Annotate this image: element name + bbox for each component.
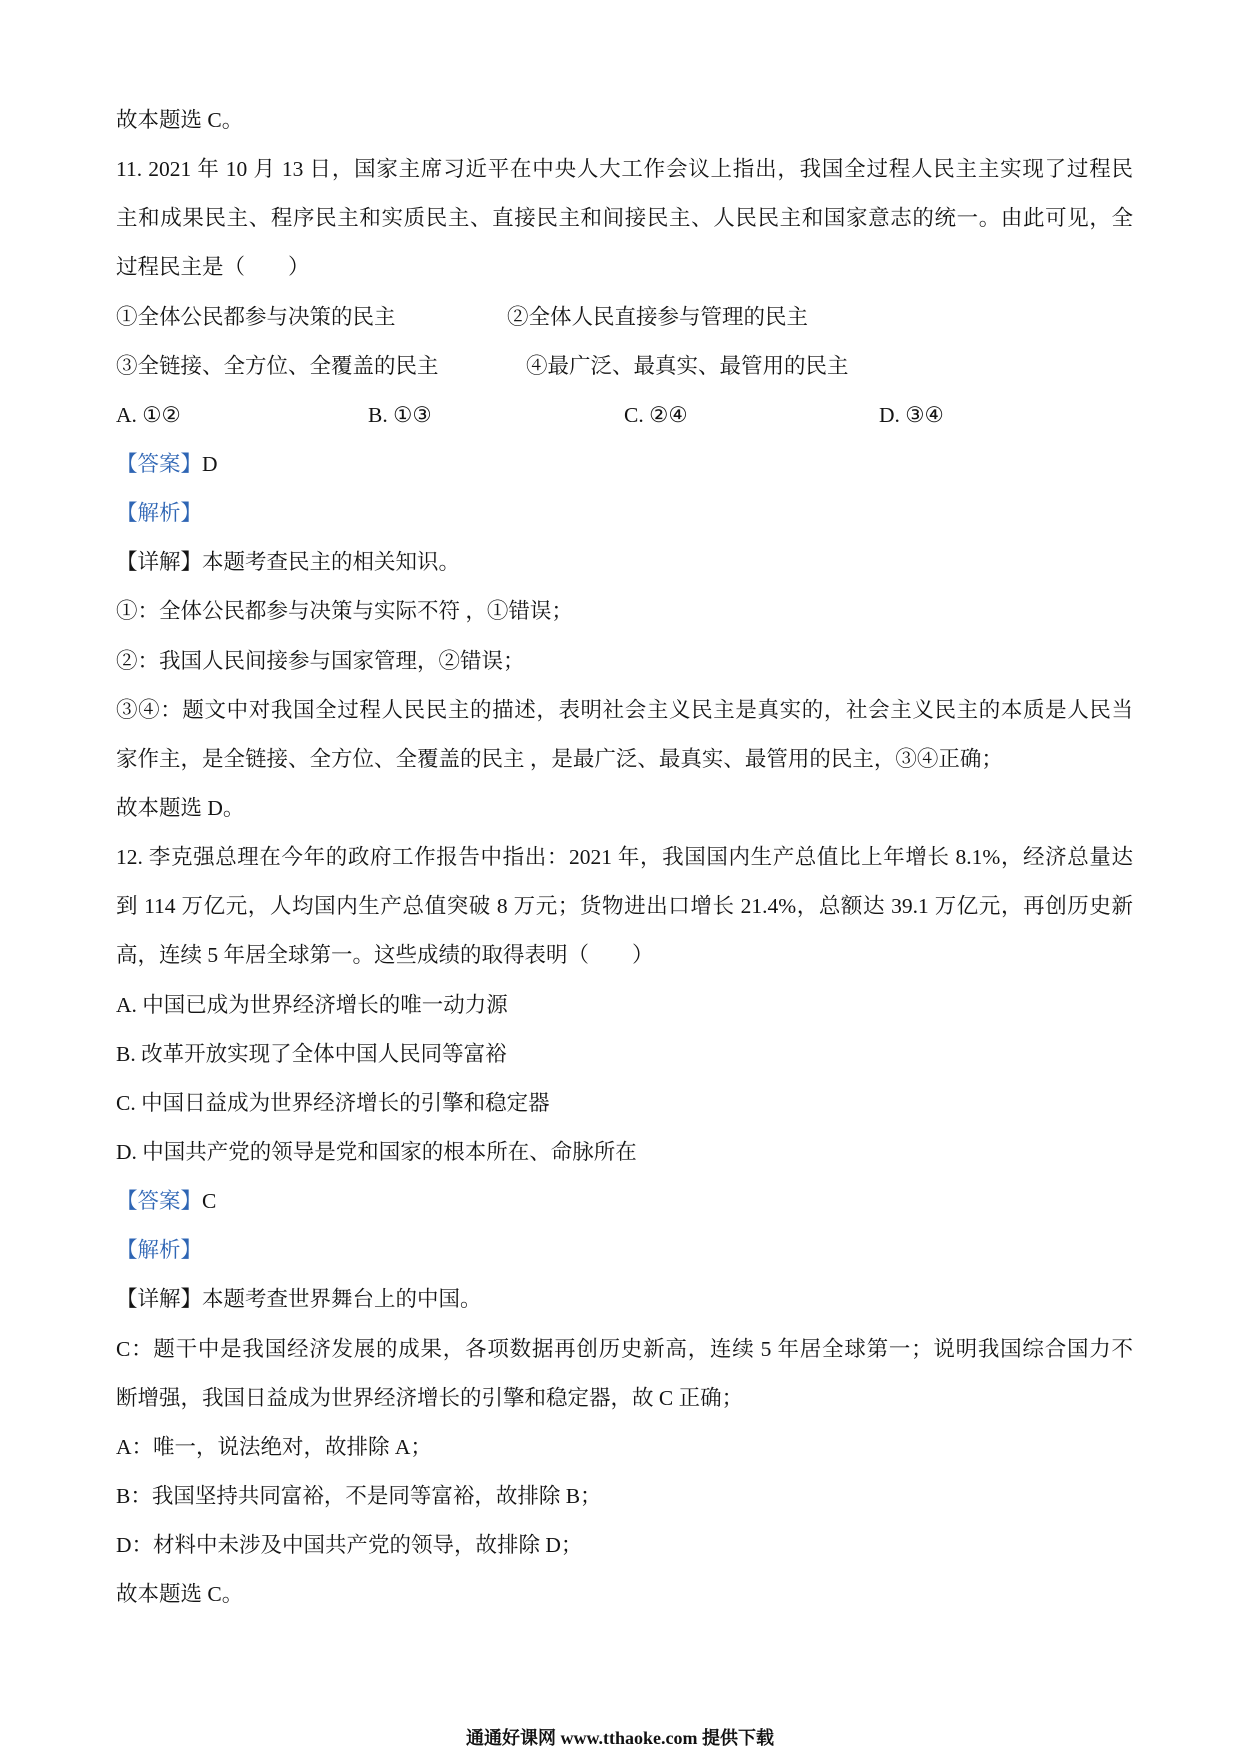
q12-answer-row [116, 1177, 1133, 1226]
q11-answer-label: 【答案】 [116, 451, 203, 476]
q11-analysis-label: 【解析】 [116, 501, 203, 526]
q11-detail-label: 【详解】 [116, 550, 203, 575]
q12-detail-row [116, 1275, 1133, 1324]
q12-analysis-label: 【解析】 [116, 1238, 203, 1263]
q12-explanation-line-1: C：题干中是我国经济发展的成果，各项数据再创历史新高，连续 5 年居全球第一；说明我国综合国力不 [116, 1336, 1133, 1361]
prev-question-conclusion: 故本题选 C。 [116, 108, 244, 132]
q12-answer-label: 【答案】 [116, 1189, 203, 1214]
q11-explanation-line-4: 家作主，是全链接、全方位、全覆盖的民主 ，是最广泛、最真实、最管用的民主，③④正确； [116, 746, 1003, 771]
q12-stem-line-2: 到 114 万亿元，人均国内生产总值突破 8 万元；货物进出口增长 21.4%，总额达 39.1 万亿元，再创历史新 [116, 894, 1133, 919]
q11-option-c: C. ②④ [624, 402, 688, 427]
q12-option-b: B. 改革开放实现了全体中国人民同等富裕 [116, 1041, 507, 1066]
q12-detail-label: 【详解】 [116, 1287, 203, 1312]
q11-statement-4: ④最广泛、最真实、最管用的民主 [526, 353, 849, 378]
q12-explanation-line-3: A：唯一，说法绝对，故排除 A； [116, 1434, 432, 1459]
q12-explanation-line-4: B：我国坚持共同富裕，不是同等富裕，故排除 B； [116, 1483, 602, 1508]
q11-stem-line-2: 主和成果民主、程序民主和实质民主、直接民主和间接民主、人民民主和国家意志的统一。由此可见，全 [116, 206, 1133, 231]
q12-explanation-line-2: 断增强，我国日益成为世界经济增长的引擎和稳定器，故 C 正确； [116, 1385, 744, 1410]
q11-statement-2: ②全体人民直接参与管理的民主 [507, 304, 809, 329]
q12-explanation-line-5: D：材料中未涉及中国共产党的领导，故排除 D； [116, 1533, 583, 1558]
q11-conclusion: 故本题选 D。 [116, 795, 245, 820]
q11-detail-row [116, 538, 1133, 587]
q11-answer-row [116, 440, 1133, 489]
q12-option-a: A. 中国已成为世界经济增长的唯一动力源 [116, 992, 508, 1017]
q11-detail-intro: 本题考查民主的相关知识。 [202, 550, 461, 575]
q11-statement-3: ③全链接、全方位、全覆盖的民主 [116, 353, 439, 378]
q11-stem-line-1: 11. 2021 年 10 月 13 日，国家主席习近平在中央人大工作会议上指出，我国全过程人民主主实现了过程民 [116, 157, 1133, 182]
q12-answer-value: C [202, 1189, 217, 1214]
q11-stem-line-3: 过程民主是（ ） [116, 255, 310, 280]
q11-option-d: D. ③④ [879, 402, 944, 427]
q11-statements-row-1 [116, 293, 1133, 342]
q12-stem-line-3: 高，连续 5 年居全球第一。这些成绩的取得表明（ ） [116, 943, 654, 968]
q12-option-c: C. 中国日益成为世界经济增长的引擎和稳定器 [116, 1090, 550, 1115]
q11-option-b: B. ①③ [368, 402, 432, 427]
q11-options-row [116, 391, 1133, 440]
q11-statements-row-2 [116, 342, 1133, 391]
q12-option-d: D. 中国共产党的领导是党和国家的根本所在、命脉所在 [116, 1139, 637, 1164]
q11-explanation-line-1: ①：全体公民都参与决策与实际不符 ，①错误； [116, 599, 573, 624]
footer-watermark: 通通好课网 www.tthaoke.com 提供下载 [466, 1728, 774, 1748]
content-column [116, 96, 1133, 1619]
q11-answer-value: D [202, 451, 218, 476]
q12-stem-line-1: 12. 李克强总理在今年的政府工作报告中指出：2021 年，我国国内生产总值比上年增长 8.1%，经济总量达 [116, 845, 1133, 870]
q11-explanation-line-3: ③④：题文中对我国全过程人民民主的描述，表明社会主义民主是真实的，社会主义民主的本质是人民当 [116, 697, 1133, 722]
q12-detail-intro: 本题考查世界舞台上的中国。 [202, 1287, 482, 1312]
q11-option-a: A. ①② [116, 402, 181, 427]
q12-conclusion: 故本题选 C。 [116, 1582, 244, 1607]
q11-explanation-line-2: ②：我国人民间接参与国家管理，②错误； [116, 648, 525, 673]
q11-statement-1: ①全体公民都参与决策的民主 [116, 304, 396, 329]
